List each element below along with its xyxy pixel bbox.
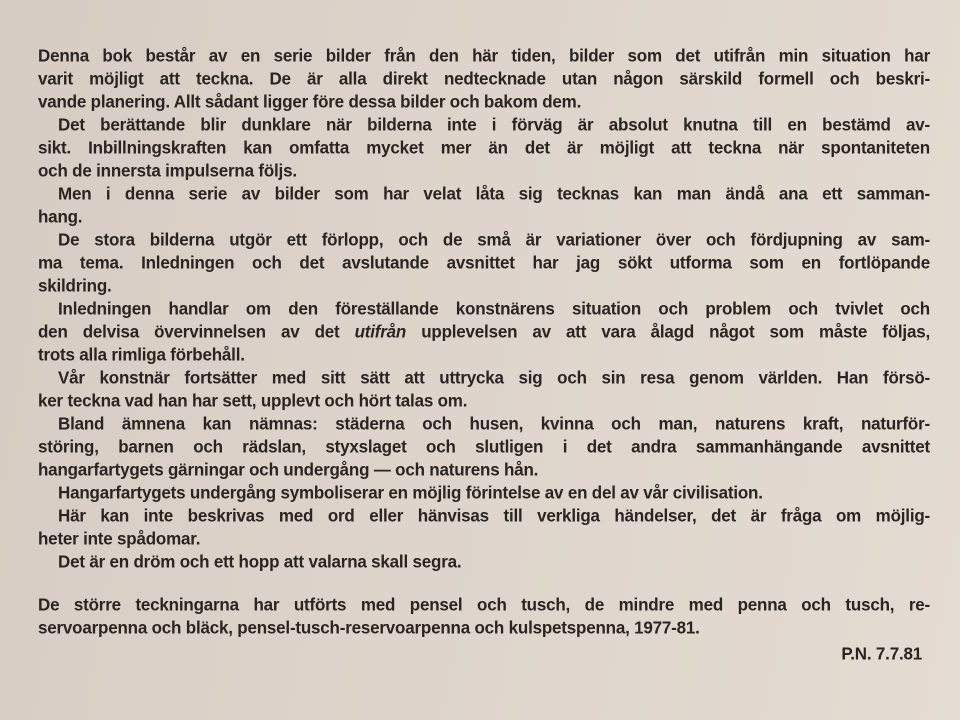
text-line: varit möjligt att teckna. De är alla direkt nedtecknade utan någon särskild formell och beskri-: [38, 68, 930, 89]
text-line: servoarpenna och bläck, pensel-tusch-reservoarpenna och kulspetspenna, 1977-81.: [38, 617, 700, 638]
spacer: [38, 573, 930, 593]
text-line: De större teckningarna har utförts med pensel och tusch, de mindre med penna och tusch, re-: [38, 594, 930, 615]
document-page: [38, 44, 930, 665]
text-line: Det är en dröm och ett hopp att valarna skall segra.: [58, 551, 462, 572]
text-line: Bland ämnena kan nämnas: städerna och husen, kvinna och man, naturens kraft, naturför-: [58, 413, 930, 434]
text-line: och de innersta impulserna följs.: [38, 160, 297, 181]
text-line: Vår konstnär fortsätter med sitt sätt att uttrycka sig och sin resa genom världen. Han försö-: [58, 367, 930, 388]
text-line: Denna bok består av en serie bilder från den här tiden, bilder som det utifrån min situation har: [38, 45, 930, 66]
text-line: Inledningen handlar om den föreställande konstnärens situation och problem och tvivlet och: [58, 298, 930, 319]
text-line: Det berättande blir dunklare när bilderna inte i förväg är absolut knutna till en bestämd av-: [58, 114, 930, 135]
text-line: skildring.: [38, 275, 112, 296]
italic-word: utifrån: [354, 321, 407, 342]
text-line: ma tema. Inledningen och det avslutande avsnittet har jag sökt utforma som en fortlöpande: [38, 252, 930, 273]
text-line: trots alla rimliga förbehåll.: [38, 344, 245, 365]
text-line: hang.: [38, 206, 83, 227]
text-line: störing, barnen och rädslan, styxslaget och slutligen i det andra sammanhängande avsnittet: [38, 436, 930, 457]
text-line: vande planering. Allt sådant ligger före dessa bilder och bakom dem.: [38, 91, 582, 112]
signature: P.N. 7.7.81: [841, 643, 922, 664]
text-line: De stora bilderna utgör ett förlopp, och de små är variationer över och fördjupning av sam-: [58, 229, 930, 250]
text-line-with-italic: [38, 319, 930, 343]
text-line: sikt. Inbillningskraften kan omfatta mycket mer än det är möjligt att teckna när spontaniteten: [38, 137, 930, 158]
text-line: Här kan inte beskrivas med ord eller hänvisas till verkliga händelser, det är fråga om möjlig-: [58, 505, 930, 526]
text-line: heter inte spådomar.: [38, 528, 201, 549]
text-line: hangarfartygets gärningar och undergång — och naturens hån.: [38, 459, 539, 480]
text-line: ker teckna vad han har sett, upplevt och hört talas om.: [38, 390, 468, 411]
text-segment: upplevelsen av att vara ålagd något som måste följas,: [406, 321, 930, 342]
text-line: Hangarfartygets undergång symboliserar en möjlig förintelse av en del av vår civilisation.: [58, 482, 763, 503]
text-segment: den delvisa övervinnelsen av det: [38, 321, 355, 342]
text-line: Men i denna serie av bilder som har velat låta sig tecknas kan man ändå ana ett samman-: [58, 183, 930, 204]
